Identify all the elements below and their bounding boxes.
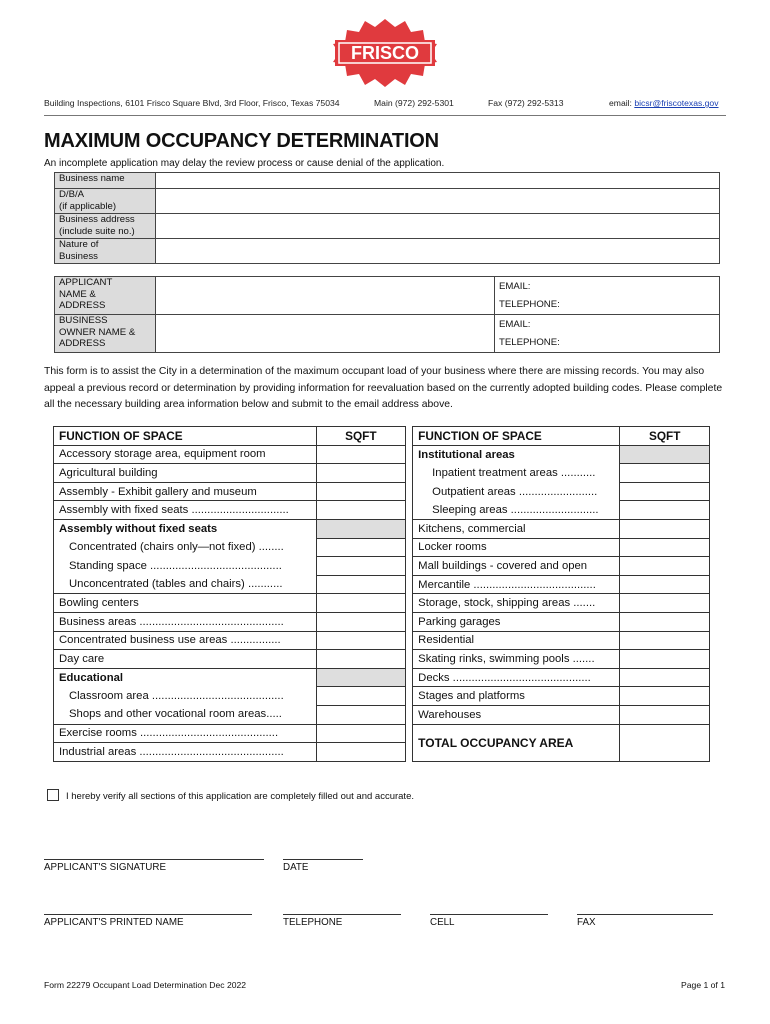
business-name-field[interactable] [156,173,720,189]
left-sqft-input[interactable] [316,743,406,762]
table-gap [406,464,413,483]
printed-name-label: APPLICANT'S PRINTED NAME [44,917,184,928]
fax-line[interactable] [577,914,713,915]
right-row-label: Skating rinks, swimming pools ....... [413,650,620,669]
left-row-label: Shops and other vocational room areas..... [54,705,317,724]
left-sqft-input[interactable] [316,594,406,613]
table-gap [406,743,413,762]
right-row-label: Sleeping areas ............................ [413,501,620,520]
applicant-name-address-field[interactable] [156,277,495,315]
right-sqft-input[interactable] [620,501,710,520]
telephone-line[interactable] [283,914,401,915]
owner-name-address-field[interactable] [156,315,495,353]
table-gap [406,519,413,538]
left-sqft-input[interactable] [316,612,406,631]
right-sqft-input[interactable] [620,464,710,483]
left-row-label: Unconcentrated (tables and chairs) ........... [54,575,317,594]
table-gap [406,668,413,687]
telephone-label: TELEPHONE [283,917,343,928]
verify-statement: I hereby verify all sections of this application are completely filled out and accurate. [66,791,414,802]
right-sqft-input[interactable] [620,631,710,650]
dba-field[interactable] [156,189,720,214]
left-row-label: Assembly with fixed seats ............................... [54,501,317,520]
cell-label: CELL [430,917,455,928]
page-subtitle: An incomplete application may delay the review process or cause denial of the application. [44,158,445,169]
left-function-header: FUNCTION OF SPACE [54,427,317,446]
right-row-label: Decks ............................................ [413,668,620,687]
left-sqft-input[interactable] [316,687,406,706]
right-sqft-shaded [620,445,710,464]
svg-text:FRISCO: FRISCO [350,43,420,63]
table-gap [406,538,413,557]
date-label: DATE [283,862,309,873]
table-gap [406,631,413,650]
frisco-logo [331,18,439,88]
right-row-label: Mercantile ....................................... [413,575,620,594]
right-row-label: Inpatient treatment areas ........... [413,464,620,483]
applicant-contact-field[interactable] [495,277,720,315]
printed-name-line[interactable] [44,914,252,915]
left-row-label: Industrial areas .............................................. [54,743,317,762]
left-row-label: Exercise rooms ............................................ [54,724,317,743]
right-function-header: FUNCTION OF SPACE [413,427,620,446]
left-sqft-input[interactable] [316,705,406,724]
applicant-signature-line[interactable] [44,859,264,860]
date-line[interactable] [283,859,363,860]
left-sqft-input[interactable] [316,575,406,594]
left-row-label: Accessory storage area, equipment room [54,445,317,464]
fax-number: Fax (972) 292-5313 [488,98,564,108]
right-row-label: Outpatient areas ......................... [413,482,620,501]
table-gap [406,724,413,743]
right-sqft-input[interactable] [620,594,710,613]
business-address-field[interactable] [156,214,720,239]
table-gap [406,482,413,501]
right-sqft-input[interactable] [620,575,710,594]
right-sqft-input[interactable] [620,650,710,669]
left-sqft-shaded [316,519,406,538]
right-sqft-input[interactable] [620,612,710,631]
right-sqft-input[interactable] [620,557,710,576]
left-sqft-input[interactable] [316,464,406,483]
right-sqft-input[interactable] [620,687,710,706]
business-info-table [54,172,720,264]
total-occupancy-input[interactable] [620,724,710,761]
right-sqft-input[interactable] [620,482,710,501]
table-gap [406,501,413,520]
page-number: Page 1 of 1 [681,980,725,990]
right-row-label: Kitchens, commercial [413,519,620,538]
left-row-label: Classroom area .......................................... [54,687,317,706]
applicant-signature-label: APPLICANT'S SIGNATURE [44,862,166,873]
nature-of-business-label: Nature of Business [55,239,156,264]
page-title: MAXIMUM OCCUPANCY DETERMINATION [44,130,439,152]
right-sqft-input[interactable] [620,538,710,557]
owner-telephone-label: TELEPHONE: [499,337,560,348]
left-row-label: Concentrated (chairs only—not fixed) ........ [54,538,317,557]
left-row-label: Educational [54,668,317,687]
total-occupancy-label: TOTAL OCCUPANCY AREA [413,724,620,761]
left-sqft-input[interactable] [316,538,406,557]
right-row-label: Locker rooms [413,538,620,557]
applicant-telephone-label: TELEPHONE: [499,299,560,310]
occupancy-table [53,426,710,762]
left-row-label: Standing space .......................................... [54,557,317,576]
right-row-label: Residential [413,631,620,650]
email-contact [609,98,719,108]
left-sqft-input[interactable] [316,724,406,743]
left-sqft-shaded [316,668,406,687]
applicant-label: APPLICANT NAME & ADDRESS [55,277,156,315]
right-sqft-input[interactable] [620,668,710,687]
table-gap [406,705,413,724]
right-row-label: Warehouses [413,705,620,724]
owner-label: BUSINESS OWNER NAME & ADDRESS [55,315,156,353]
table-gap [406,575,413,594]
table-gap [406,557,413,576]
right-row-label: Storage, stock, shipping areas ....... [413,594,620,613]
left-sqft-input[interactable] [316,482,406,501]
table-gap [406,687,413,706]
fax-label: FAX [577,917,596,928]
nature-of-business-field[interactable] [156,239,720,264]
business-address-label: Business address (include suite no.) [55,214,156,239]
verify-checkbox[interactable] [47,789,59,801]
business-name-label: Business name [55,173,156,189]
table-gap [406,612,413,631]
owner-email-label: EMAIL: [499,319,531,330]
right-row-label: Institutional areas [413,445,620,464]
table-gap [406,650,413,669]
contacts-table [54,276,720,353]
left-row-label: Assembly without fixed seats [54,519,317,538]
left-sqft-input[interactable] [316,631,406,650]
email-label: email: [609,98,632,108]
right-row-label: Stages and platforms [413,687,620,706]
cell-line[interactable] [430,914,548,915]
left-row-label: Assembly - Exhibit gallery and museum [54,482,317,501]
left-row-label: Concentrated business use areas ................ [54,631,317,650]
right-sqft-header: SQFT [620,427,710,446]
left-sqft-input[interactable] [316,501,406,520]
right-sqft-input[interactable] [620,705,710,724]
right-sqft-input[interactable] [620,519,710,538]
form-number: Form 22279 Occupant Load Determination Dec 2022 [44,980,247,990]
email-link[interactable]: bicsr@friscotexas.gov [634,98,719,108]
right-row-label: Mall buildings - covered and open [413,557,620,576]
left-sqft-input[interactable] [316,557,406,576]
dba-label: D/B/A (if applicable) [55,189,156,214]
left-row-label: Agricultural building [54,464,317,483]
office-address: Building Inspections, 6101 Frisco Square Blvd, 3rd Floor, Frisco, Texas 75034 [44,98,340,108]
left-sqft-input[interactable] [316,445,406,464]
left-row-label: Business areas .............................................. [54,612,317,631]
header-divider [44,115,726,116]
applicant-email-label: EMAIL: [499,281,531,292]
instructions-paragraph: This form is to assist the City in a determination of the maximum occupant load of your business where there are missing records. You may also appeal a previous record or determination by providing information for reevaluation based on the currently adopted building codes. Please complete all the necessary building area information below and submit to the email address above. [44,366,723,410]
owner-contact-field[interactable] [495,315,720,353]
left-row-label: Bowling centers [54,594,317,613]
table-gap [406,594,413,613]
left-sqft-input[interactable] [316,650,406,669]
main-phone: Main (972) 292-5301 [374,98,454,108]
table-gap [406,445,413,464]
left-sqft-header: SQFT [316,427,406,446]
left-row-label: Day care [54,650,317,669]
right-row-label: Parking garages [413,612,620,631]
table-gap [406,427,413,446]
